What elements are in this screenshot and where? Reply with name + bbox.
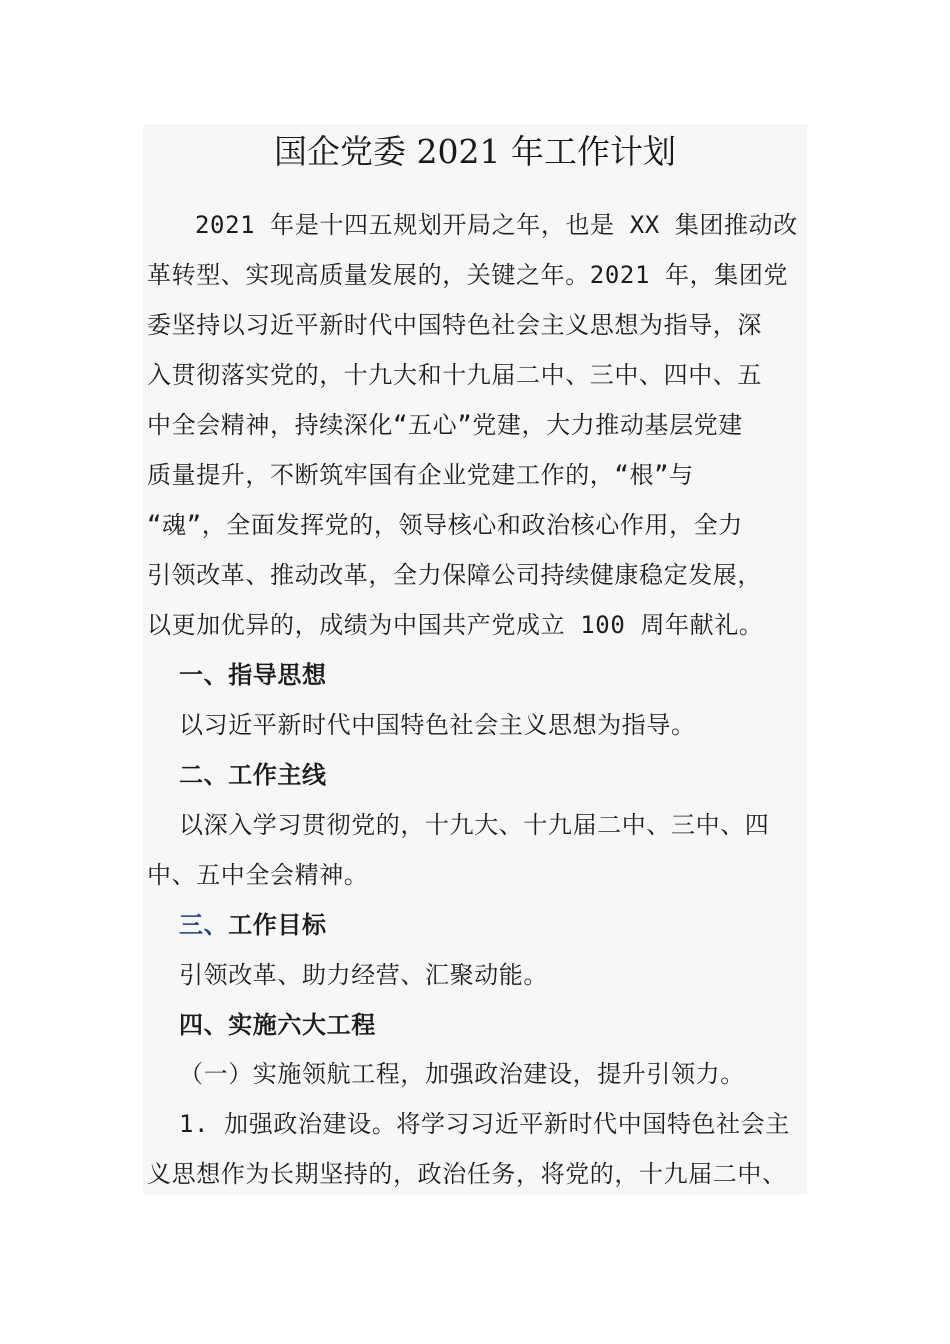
intro-line-9: 以更加优异的，成绩为中国共产党成立 100 周年献礼。 xyxy=(147,611,764,639)
document-title: 国企党委 2021 年工作计划 xyxy=(274,132,676,171)
section-1-line-1: 以习近平新时代中国特色社会主义思想为指导。 xyxy=(179,711,696,739)
intro-line-5: 中全会精神，持续深化“五心”党建，大力推动基层党建 xyxy=(147,411,743,439)
section-4-line-1: （一）实施领航工程，加强政治建设，提升引领力。 xyxy=(179,1060,745,1088)
document-page xyxy=(143,124,807,1195)
section-4-line-3: 义思想作为长期坚持的，政治任务，将党的，十九届二中、 xyxy=(147,1160,787,1188)
intro-line-6: 质量提升，不断筑牢国有企业党建工作的，“根”与 xyxy=(147,461,694,489)
section-heading-3-number: 三、 xyxy=(179,911,229,939)
section-heading-2: 二、工作主线 xyxy=(179,761,327,789)
section-heading-4: 四、实施六大工程 xyxy=(179,1011,376,1039)
section-heading-3 xyxy=(179,910,327,940)
intro-line-2: 革转型、实现高质量发展的，关键之年。2021 年，集团党 xyxy=(147,261,789,289)
intro-line-3: 委坚持以习近平新时代中国特色社会主义思想为指导，深 xyxy=(147,311,762,339)
section-4-line-2: 1. 加强政治建设。将学习习近平新时代中国特色社会主 xyxy=(179,1110,790,1138)
intro-line-7: “魂”，全面发挥党的，领导核心和政治核心作用，全力 xyxy=(147,511,743,539)
section-2-line-1: 以深入学习贯彻党的，十九大、十九届二中、三中、四 xyxy=(179,811,770,839)
section-heading-3-text: 工作目标 xyxy=(228,911,327,939)
section-3-line-1: 引领改革、助力经营、汇聚动能。 xyxy=(179,961,548,989)
intro-line-8: 引领改革、推动改革，全力保障公司持续健康稳定发展， xyxy=(147,561,762,589)
intro-line-1: 2021 年是十四五规划开局之年，也是 XX 集团推动改 xyxy=(195,211,798,239)
section-heading-1: 一、指导思想 xyxy=(179,661,327,689)
section-2-line-2: 中、五中全会精神。 xyxy=(147,861,369,889)
intro-line-4: 入贯彻落实党的，十九大和十九届二中、三中、四中、五 xyxy=(147,361,762,389)
